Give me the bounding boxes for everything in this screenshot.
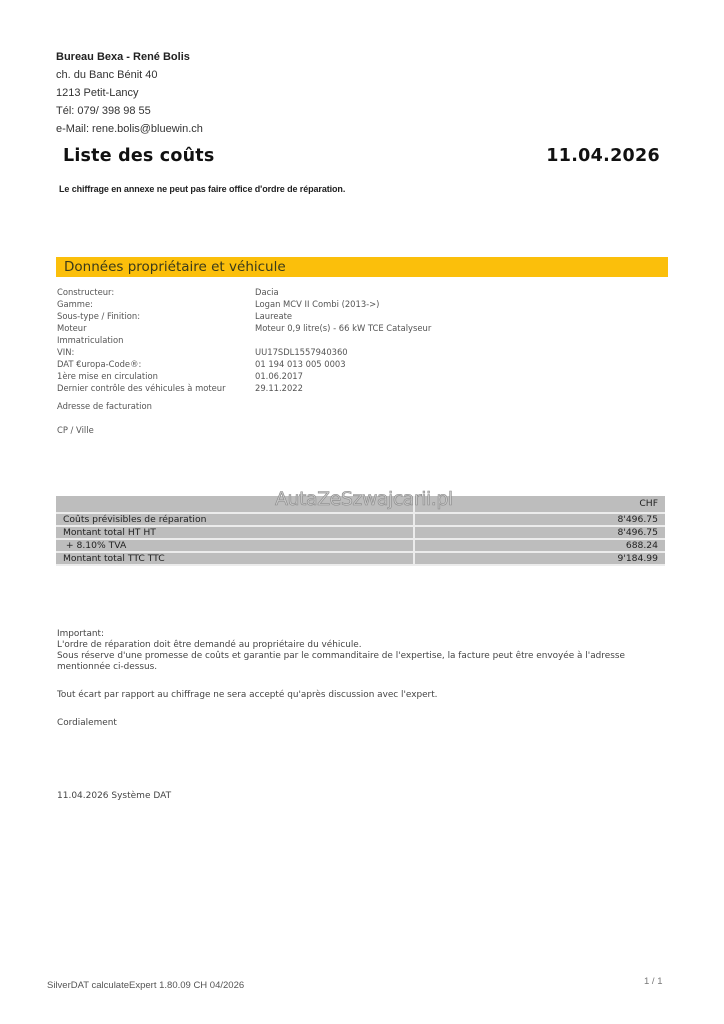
cost-value: 9'184.99 [415, 553, 665, 566]
sender-city: 1213 Petit-Lancy [56, 87, 139, 99]
vehicle-label: Immatriculation [57, 335, 124, 345]
cost-value: 8'496.75 [415, 527, 665, 540]
cost-row [56, 514, 665, 527]
sender-street: ch. du Banc Bénit 40 [56, 69, 158, 81]
notes-line-2: Sous réserve d'une promesse de coûts et garantie par le commanditaire de l'expertise, la facture peut être envoyée à l'adresse mentionnée ci-dessus. [57, 651, 625, 672]
vehicle-label: Dernier contrôle des véhicules à moteur [57, 383, 226, 393]
vehicle-value: UU17SDL1557940360 [255, 347, 348, 357]
footer-software: SilverDAT calculateExpert 1.80.09 CH 04/2026 [47, 980, 245, 991]
vehicle-label: CP / Ville [57, 425, 94, 435]
sender-address [56, 48, 203, 138]
vehicle-label: Constructeur: [57, 287, 115, 297]
cost-label: Montant total HT HT [56, 527, 415, 540]
cost-label: Montant total TTC TTC [56, 553, 415, 566]
notes [57, 629, 669, 729]
document-date: 11.04.2026 [546, 146, 660, 166]
page-number: 1 / 1 [644, 976, 663, 987]
cost-label: + 8.10% TVA [56, 540, 415, 553]
vehicle-label: 1ère mise en circulation [57, 371, 158, 381]
notes-line-3: Tout écart par rapport au chiffrage ne sera accepté qu'après discussion avec l'expert. [57, 690, 438, 700]
cost-table [56, 496, 665, 566]
sender-phone: Tél: 079/ 398 98 55 [56, 105, 151, 117]
page-title: Liste des coûts [63, 146, 215, 166]
sender-name: Bureau Bexa - René Bolis [56, 51, 190, 63]
vehicle-label: Sous-type / Finition: [57, 311, 141, 321]
vehicle-label: Adresse de facturation [57, 401, 152, 411]
vehicle-label: Gamme: [57, 299, 93, 309]
currency-header: CHF [415, 496, 665, 514]
cost-label: Coûts prévisibles de réparation [56, 514, 415, 527]
vehicle-value: Laureate [255, 311, 293, 321]
cost-table-header [56, 496, 665, 514]
cost-row [56, 540, 665, 553]
disclaimer: Le chiffrage en annexe ne peut pas faire office d'ordre de réparation. [59, 184, 346, 194]
sender-email: e-Mail: rene.bolis@bluewin.ch [56, 123, 203, 135]
vehicle-value: 29.11.2022 [255, 383, 303, 393]
vehicle-label: DAT €uropa-Code®: [57, 359, 142, 369]
notes-heading: Important: [57, 629, 104, 639]
vehicle-value: Logan MCV II Combi (2013->) [255, 299, 380, 309]
section-header-vehicle [56, 257, 668, 277]
notes-line-1: L'ordre de réparation doit être demandé au propriétaire du véhicule. [57, 640, 362, 650]
header-label-cell [56, 496, 415, 514]
vehicle-value: Dacia [255, 287, 279, 297]
vehicle-label: Moteur [57, 323, 87, 333]
cost-row [56, 553, 665, 566]
signoff: 11.04.2026 Système DAT [57, 791, 172, 801]
section-title: Données propriétaire et véhicule [64, 259, 286, 275]
cost-value: 688.24 [415, 540, 665, 553]
watermark: AutaZeSzwajcarii.pl [275, 488, 453, 510]
cost-value: 8'496.75 [415, 514, 665, 527]
vehicle-value: 01 194 013 005 0003 [255, 359, 346, 369]
vehicle-label: VIN: [57, 347, 75, 357]
vehicle-value: Moteur 0,9 litre(s) - 66 kW TCE Catalyseur [255, 323, 432, 333]
notes-closing: Cordialement [57, 718, 117, 728]
vehicle-value: 01.06.2017 [255, 371, 303, 381]
cost-row [56, 527, 665, 540]
